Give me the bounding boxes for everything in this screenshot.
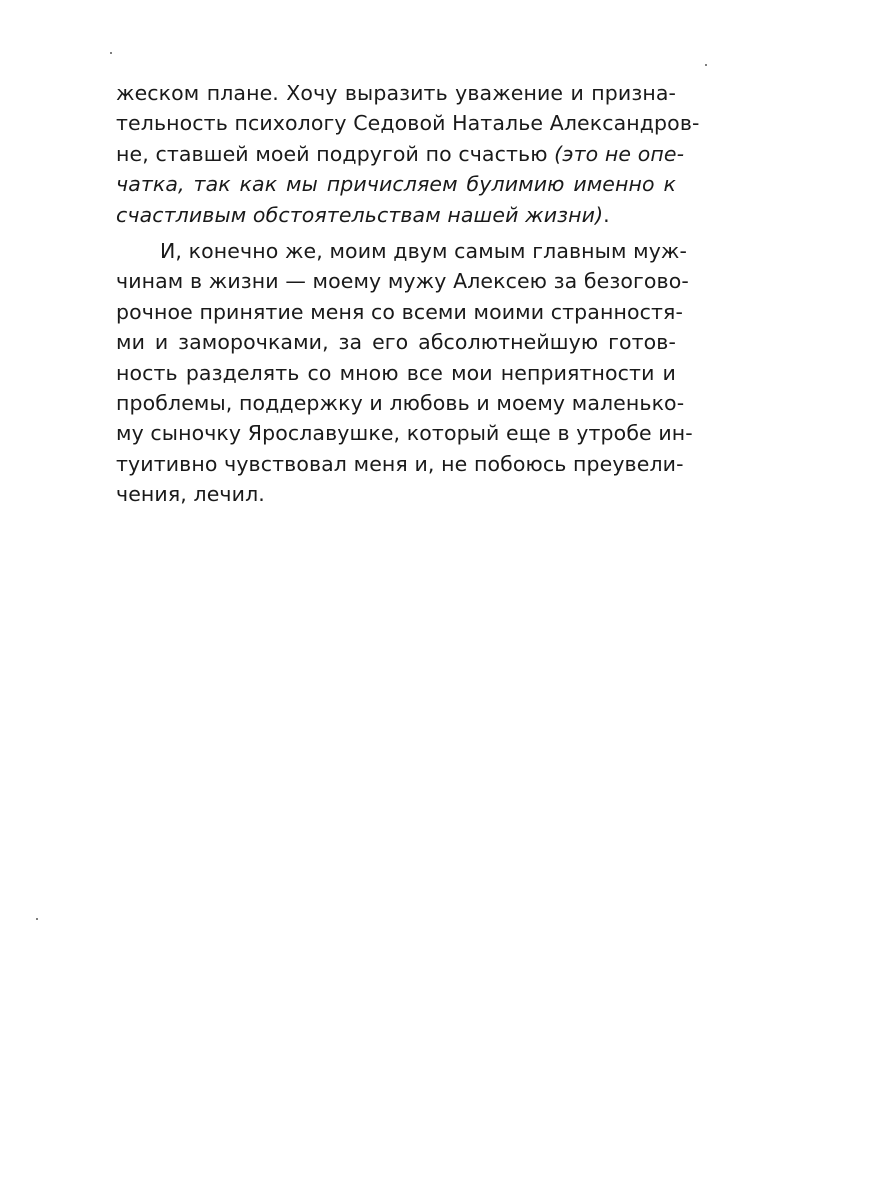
- text-line: ми и заморочками, за его абсолютнейшую готов-: [116, 330, 676, 355]
- text-line: чинам в жизни — моему мужу Алексею за безогово-: [116, 269, 689, 294]
- text-run: не, ставшей моей подругой по счастью: [116, 141, 555, 166]
- scan-speck: [36, 918, 38, 920]
- text-line: туитивно чувствовал меня и, не побоюсь преувели-: [116, 451, 684, 476]
- text-line: му сыночку Ярославушке, который еще в утробе ин-: [116, 421, 693, 446]
- text-line: И, конечно же, моим двум самым главным муж-: [160, 238, 687, 263]
- text-line: [116, 200, 676, 230]
- text-line: рочное принятие меня со всеми моими странностя-: [116, 299, 683, 324]
- paragraph-2: [116, 236, 693, 510]
- text-line: [116, 78, 676, 108]
- text-run: жеском плане. Хочу выразить уважение и призна-: [116, 81, 676, 105]
- text-run: .: [603, 202, 610, 227]
- text-line: [116, 139, 685, 169]
- paragraph-1: [116, 78, 700, 230]
- text-line: чения, лечил.: [116, 482, 265, 507]
- scan-speck: [705, 64, 707, 66]
- text-line: ность разделять со мною все мои неприятности и: [116, 360, 676, 385]
- text-line: проблемы, поддержку и любовь и моему маленько-: [116, 390, 685, 415]
- scan-speck: [110, 52, 112, 54]
- text-line: [116, 108, 700, 138]
- body-text: [116, 78, 700, 509]
- text-run: тельность психологу Седовой Наталье Александров-: [116, 111, 700, 136]
- italic-run: чатка, так как мы причисляем булимию именно к: [116, 172, 676, 197]
- italic-run: (это не опе-: [554, 141, 685, 166]
- italic-run: счастливым обстоятельствам нашей жизни): [116, 202, 604, 227]
- text-line: [116, 169, 676, 199]
